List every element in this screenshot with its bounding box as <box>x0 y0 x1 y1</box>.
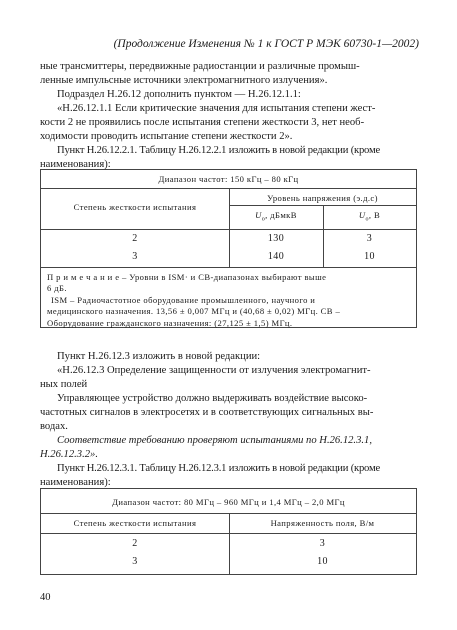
text-line: ные трансмиттеры, передвижные радиостанции и различные промыш- <box>40 61 360 72</box>
text-line: водах. <box>40 421 68 432</box>
page-header: (Продолжение Изменения № 1 к ГОСТ Р МЭК 60730-1—2002) <box>113 38 419 50</box>
text-line: наименования): <box>40 159 111 170</box>
text-line: Пункт Н.26.12.2.1. Таблицу Н.26.12.2.1 изложить в новой редакции (кроме <box>57 145 380 156</box>
table-row-degree: 3 <box>132 556 138 567</box>
table-row-volts: 3 <box>366 233 373 244</box>
table-1-header-degree: Степень жесткости испытания <box>73 202 197 212</box>
table-2-header-field-strength: Напряженность поля, В/м <box>270 518 375 528</box>
table-row-degree: 2 <box>132 233 138 244</box>
text-line: Управляющее устройство должно выдерживать воздействие высоко- <box>57 393 368 404</box>
text-line: Пункт Н.26.12.3 изложить в новой редакции: <box>57 351 261 362</box>
page-number: 40 <box>40 592 51 603</box>
text-line: ходимости проводить испытание степени жесткости 2». <box>40 131 293 142</box>
table-1-header-voltage: Уровень напряжения (э.д.с) <box>267 193 378 203</box>
text-line: ленные импульсные источники электромагнитного излучения». <box>40 75 328 86</box>
text-line: ных полей <box>40 379 88 390</box>
table-row-dbmkv: 140 <box>267 251 285 262</box>
text-line: Н.26.12.3.2». <box>40 449 98 460</box>
table-row-dbmkv: 130 <box>267 233 285 244</box>
text-line: «Н.26.12.1.1 Если критические значения для испытания степени жест- <box>57 103 376 114</box>
table-1-subheader-dbmkv: $U_o$, дБмкВ <box>255 210 297 223</box>
text-line: Соответствие требованию проверяют испытаниями по Н.26.12.3.1, <box>57 435 372 446</box>
text-line: кости 2 не проявились после испытания степени жесткости 3, нет необ- <box>40 117 365 128</box>
text-line: частотных сигналов в электросетях и в соответствующих сигнальных вы- <box>40 407 374 418</box>
table-1-frequency-range: Диапазон частот: 150 кГц – 80 кГц <box>158 174 299 184</box>
text-line: Подраздел Н.26.12 дополнить пунктом — Н.26.12.1.1: <box>57 89 301 100</box>
text-line: Пункт Н.26.12.3.1. Таблицу Н.26.12.3.1 изложить в новой редакции (кроме <box>57 463 380 474</box>
text-line: «Н.26.12.3 Определение защищенности от излучения электромагнит- <box>57 365 371 376</box>
text-line: наименования): <box>40 477 111 488</box>
table-1-subheader-volts: $U_o$, В <box>358 210 381 223</box>
table-row-value: 10 <box>317 556 328 567</box>
table-row-volts: 10 <box>364 251 375 262</box>
table-1-note: П р и м е ч а н и е – Уровни в ISM· и СВ-диапазонах выбирают выше 6 дБ. ISM – Радиочастотное оборудование промышленного, научного и медицинского назначения. 13,56 ± 0,007 МГц и (40,68 ± 0,02) МГц. СВ – Оборудование гражданского назначения: (27,125 ± 1,5) МГц. <box>47 272 341 328</box>
table-2-header-degree: Степень жесткости испытания <box>73 518 197 528</box>
table-row-value: 3 <box>319 538 326 549</box>
table-row-degree: 2 <box>132 538 138 549</box>
table-2-frequency-range: Диапазон частот: 80 МГц – 960 МГц и 1,4 МГц – 2,0 МГц <box>112 497 345 507</box>
table-1 <box>40 169 417 328</box>
table-row-degree: 3 <box>132 251 138 262</box>
table-2 <box>40 488 417 575</box>
